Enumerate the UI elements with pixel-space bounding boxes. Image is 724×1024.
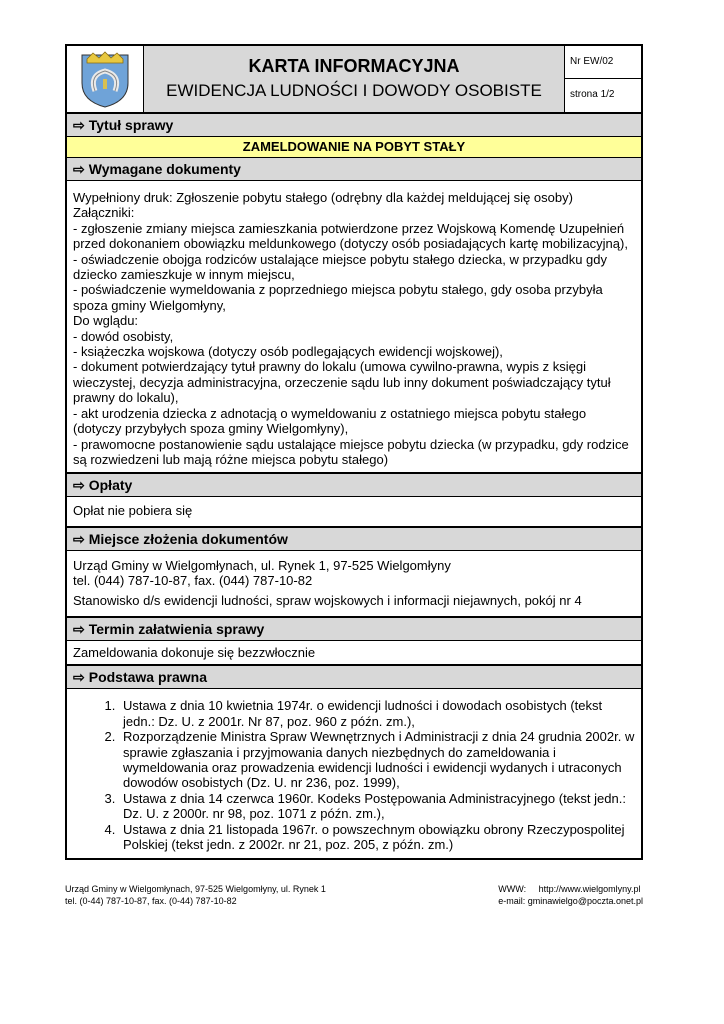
section-body-termin [67, 641, 641, 666]
logo-cell [67, 46, 144, 112]
doc-line: - oświadczenie obojga rodziców ustalające miejsce pobytu stałego dziecka, w przypadku gdy dziecko zamieszkuje w innym miejscu, [73, 251, 608, 283]
office-phone: tel. (044) 787-10-87, fax. (044) 787-10-82 [73, 573, 313, 589]
office-address: Urząd Gminy w Wielgomłynach, ul. Rynek 1, 97-525 Wielgomłyny [73, 557, 451, 573]
section-heading-label: Termin załatwienia sprawy [88, 620, 265, 637]
coat-of-arms-icon [79, 49, 131, 109]
footer-www: WWW: http://www.wielgomlyny.pl [498, 884, 641, 894]
doc-line: - poświadczenie wymeldowania z poprzedniego miejsca pobytu stałego, gdy osoba przybyła spoza gminy Wielgomłyny, [73, 282, 603, 313]
hollow-right-arrow-icon: ⇨ [73, 161, 85, 177]
hollow-right-arrow-icon: ⇨ [73, 669, 85, 686]
section-body-dokumenty [67, 181, 641, 474]
doc-line: - dowód osobisty, [73, 328, 174, 344]
footer-phone: tel. (0-44) 787-10-87, fax. (0-44) 787-10-82 [65, 896, 237, 906]
doc-line: - prawomocne postanowienie sądu ustalające miejsce pobytu dziecka (w przypadku, gdy rodzice są rozwiedzeni lub mają różne miejsca pobytu stałego) [73, 436, 629, 467]
legal-basis-item: 3. Ustawa z dnia 14 czerwca 1960r. Kodeks Postępowania Administracyjnego (tekst jedn.: Dz. U. z 2000r. nr 98, poz. 1071 z późn. zm.), [119, 791, 635, 822]
deadline-text: Zameldowania dokonuje się bezzwłocznie [73, 644, 316, 660]
footer-left [65, 883, 326, 907]
section-heading-miejsce [67, 528, 641, 551]
page-subtitle: EWIDENCJA LUDNOŚCI I DOWODY OSOBISTE [166, 81, 542, 100]
doc-line: - książeczka wojskowa (dotyczy osób podlegających ewidencji wojskowej), [73, 344, 503, 360]
section-heading-dokumenty [67, 158, 641, 181]
hollow-right-arrow-icon: ⇨ [73, 477, 85, 494]
page-number: strona 1/2 [570, 89, 615, 100]
section-body-podstawa [67, 689, 641, 858]
section-heading-termin [67, 618, 641, 641]
legal-basis-item: 1. Ustawa z dnia 10 kwietnia 1974r. o ewidencji ludności i dowodach osobistych (tekst jedn.: Dz. U. z 2001r. Nr 87, poz. 960 z późn. zm.), [119, 698, 635, 729]
section-heading-oplaty [67, 474, 641, 497]
footer-right [498, 883, 643, 907]
section-heading-podstawa [67, 666, 641, 689]
doc-line: - akt urodzenia dziecka z adnotacją o wymeldowaniu z ostatniego miejsca pobytu stałego (dotyczy przybyłych spoza gminy Wielgomłyny), [73, 405, 587, 437]
section-body-miejsce [67, 551, 641, 618]
footer-address: Urząd Gminy w Wielgomłynach, 97-525 Wielgomłyny, ul. Rynek 1 [65, 884, 326, 894]
page-title: KARTA INFORMACYJNA [248, 56, 460, 76]
doc-number-cell [565, 46, 641, 112]
legal-basis-list [73, 698, 635, 852]
hollow-right-arrow-icon: ⇨ [73, 117, 85, 133]
doc-line: - zgłoszenie zmiany miejsca zamieszkania potwierdzone przez Wojskową Komendę Uzupełnień przed dokonaniem obowiązku meldunkowego (dotyczy osób posiadających kartę mobilizacyjną), [73, 220, 628, 252]
doc-line: Wypełniony druk: Zgłoszenie pobytu stałego (odrębny dla każdej meldującej się osoby) [73, 190, 573, 205]
hollow-right-arrow-icon: ⇨ [73, 620, 85, 637]
case-title: ZAMELDOWANIE NA POBYT STAŁY [67, 137, 641, 158]
fees-text: Opłat nie pobiera się [73, 503, 193, 519]
info-card [65, 44, 643, 860]
doc-line: Do wglądu: [73, 313, 139, 329]
section-heading-label: Podstawa prawna [88, 669, 207, 686]
doc-line: - dokument potwierdzający tytuł prawny do lokalu (umowa cywilno-prawna, wypis z księgi wieczystej, decyzja administracyjna, orzeczenie sądu lub inny dokument poświadczający tytuł prawny do lokalu), [73, 359, 611, 406]
section-body-oplaty [67, 497, 641, 527]
section-heading-tytul [67, 114, 641, 137]
footer-email: e-mail: gminawielgo@poczta.onet.pl [498, 896, 643, 906]
section-heading-label: Wymagane dokumenty [88, 161, 241, 177]
section-heading-label: Miejsce złożenia dokumentów [88, 530, 288, 547]
legal-basis-item: 2. Rozporządzenie Ministra Spraw Wewnętrznych i Administracji z dnia 24 grudnia 2002r. w sprawie zgłaszania i przyjmowania danych niezbędnych do zameldowania i wymeldowania oraz prowadzenia ewidencji ludności i ewidencji wydanych i utraconych dowodów osobistych (Dz. U. nr 236, poz. 1999), [119, 729, 635, 791]
section-heading-label: Opłaty [88, 477, 133, 494]
legal-basis-item: 4. Ustawa z dnia 21 listopada 1967r. o powszechnym obowiązku obrony Rzeczypospolitej Polskiej (tekst jedn. z 2002r. nr 21, poz. 205, z późn. zm.) [119, 822, 635, 853]
card-header [67, 46, 641, 114]
doc-number: Nr EW/02 [565, 46, 641, 79]
office-desk: Stanowisko d/s ewidencji ludności, spraw wojskowych i informacji niejawnych, pokój nr 4 [73, 592, 582, 608]
title-cell [144, 46, 565, 112]
hollow-right-arrow-icon: ⇨ [73, 530, 85, 547]
doc-line: Załączniki: [73, 205, 135, 221]
section-heading-label: Tytuł sprawy [88, 117, 174, 133]
